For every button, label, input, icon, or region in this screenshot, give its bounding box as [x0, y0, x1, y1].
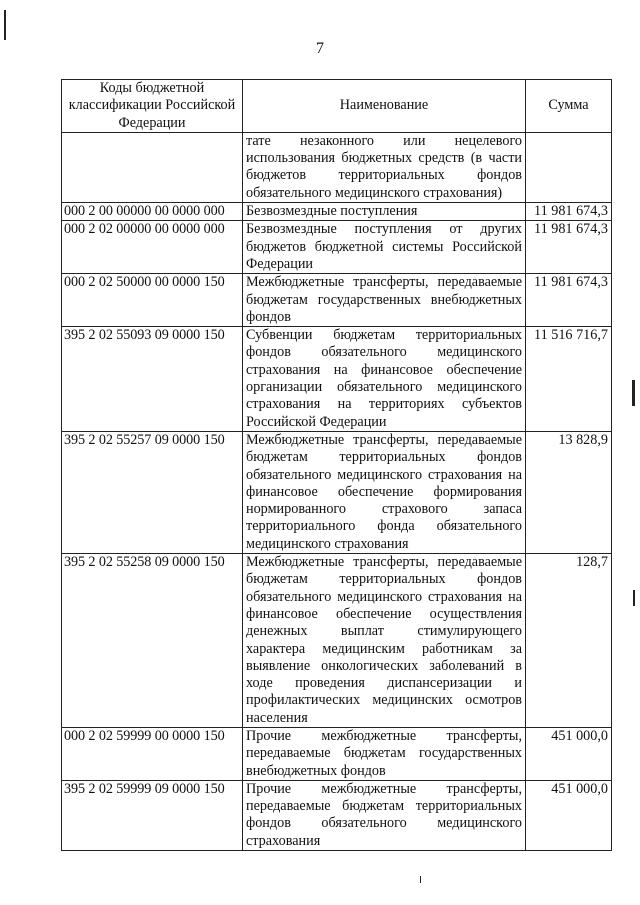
budget-classification-table: [61, 79, 612, 851]
cell-sum: 11 981 674,3: [526, 221, 612, 274]
table-header-row: [62, 80, 612, 133]
cell-sum: [526, 132, 612, 202]
table-row: [62, 274, 612, 327]
cell-name: Прочие межбюджетные трансферты, передаваемые бюджетам территориальных фондов обязательного медицинского страхования: [243, 780, 526, 850]
cell-code: 000 2 02 50000 00 0000 150: [62, 274, 243, 327]
cell-name: Безвозмездные поступления от других бюджетов бюджетной системы Российской Федерации: [243, 221, 526, 274]
cell-sum: 13 828,9: [526, 431, 612, 553]
cell-name: Межбюджетные трансферты, передаваемые бюджетам территориальных фондов обязательного медицинского страхования на финансовое обеспечение формирования нормированного страхового запаса территориального фонда обязательного медицинского страхования: [243, 431, 526, 553]
cell-code: 395 2 02 55257 09 0000 150: [62, 431, 243, 553]
page-number: 7: [316, 40, 324, 57]
table-row: [62, 431, 612, 553]
cell-name: Межбюджетные трансферты, передаваемые бюджетам государственных внебюджетных фондов: [243, 274, 526, 327]
cell-name: тате незаконного или нецелевого использования бюджетных средств (в части бюджетов территориальных фондов обязательного медицинского страхования): [243, 132, 526, 202]
table-row: [62, 554, 612, 728]
table-row: [62, 327, 612, 432]
cell-sum: 451 000,0: [526, 780, 612, 850]
cell-code: 000 2 02 59999 00 0000 150: [62, 727, 243, 780]
cell-code: 395 2 02 59999 09 0000 150: [62, 780, 243, 850]
cell-sum: 128,7: [526, 554, 612, 728]
table-row: [62, 780, 612, 850]
cell-code: 000 2 02 00000 00 0000 000: [62, 221, 243, 274]
cell-name: Субвенции бюджетам территориальных фондов обязательного медицинского страхования на финансовое обеспечение организации обязательного медицинского страхования на территориях субъектов Российской Федерации: [243, 327, 526, 432]
cell-code: 000 2 00 00000 00 0000 000: [62, 203, 243, 221]
header-sum: Сумма: [526, 80, 612, 133]
table-row: [62, 727, 612, 780]
table-row: [62, 203, 612, 221]
cell-sum: 451 000,0: [526, 727, 612, 780]
table-row: [62, 132, 612, 202]
header-code: Коды бюджетной классификации Российской Федерации: [62, 80, 243, 133]
scan-edge-mark: [4, 10, 6, 40]
cell-name: Межбюджетные трансферты, передаваемые бюджетам территориальных фондов обязательного медицинского страхования на финансовое обеспечение осуществления денежных выплат стимулирующего характера медицинским работникам за выявление онкологических заболеваний в ходе проведения диспансеризации и профилактических медицинских осмотров населения: [243, 554, 526, 728]
cell-code: [62, 132, 243, 202]
cell-code: 395 2 02 55093 09 0000 150: [62, 327, 243, 432]
cell-name: Прочие межбюджетные трансферты, передаваемые бюджетам государственных внебюджетных фондов: [243, 727, 526, 780]
cell-code: 395 2 02 55258 09 0000 150: [62, 554, 243, 728]
scan-edge-mark: [632, 380, 635, 406]
scan-edge-mark: [633, 590, 635, 606]
scan-edge-mark: [420, 876, 421, 883]
cell-name: Безвозмездные поступления: [243, 203, 526, 221]
cell-sum: 11 981 674,3: [526, 274, 612, 327]
cell-sum: 11 516 716,7: [526, 327, 612, 432]
header-name: Наименование: [243, 80, 526, 133]
table-row: [62, 221, 612, 274]
cell-sum: 11 981 674,3: [526, 203, 612, 221]
